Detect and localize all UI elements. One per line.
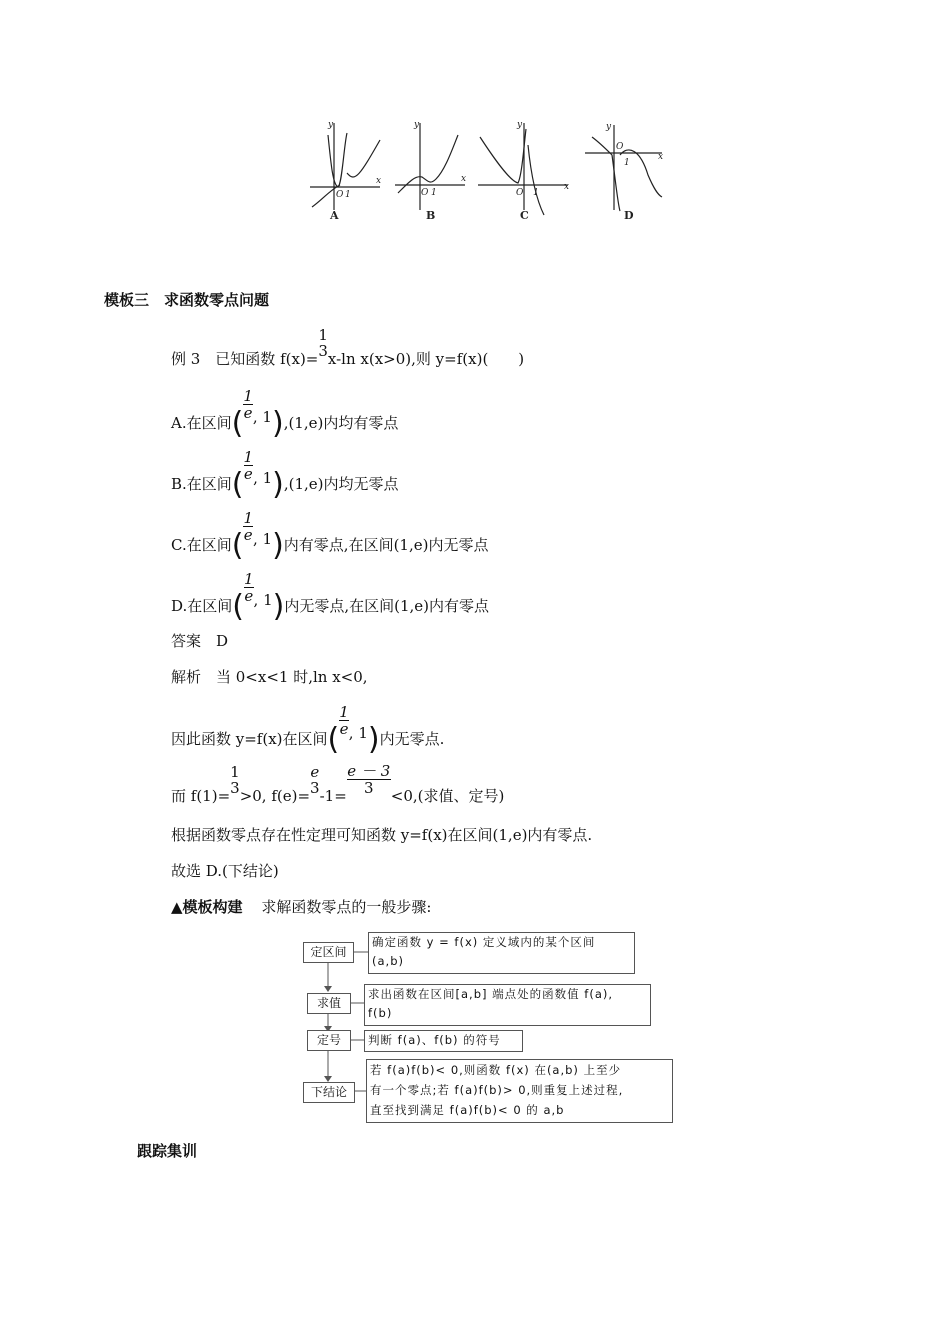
interval-fraction — [244, 571, 254, 604]
frac-num: 1 — [243, 509, 253, 527]
option-prefix: B.在区间 — [171, 475, 232, 493]
axis-y-label: y — [517, 120, 523, 130]
fraction-fe-minus-3 — [347, 763, 391, 796]
graph-label-c: C — [520, 209, 529, 222]
flow-desc-line: 确定函数 y = f(x) 定义域内的某个区间 — [372, 935, 596, 949]
analysis-part: <0,(求值、定号) — [390, 787, 505, 805]
analysis-part: >0, f(e)= — [239, 787, 311, 805]
analysis-line-1: 解析 当 0<x<1 时,ln x<0, — [171, 668, 368, 686]
frac-den: 3 — [364, 779, 374, 797]
example-prefix: 例 3 已知函数 f(x)= — [171, 350, 319, 368]
flowchart — [300, 928, 675, 1128]
flow-step-desc-2 — [364, 984, 651, 1026]
axis-y-label: y — [414, 120, 420, 130]
axis-y-label: y — [328, 120, 334, 130]
tick-label: 1 — [533, 188, 539, 198]
option-a: A.在区间( $\frac{1}{e}$ , 1),(1,e)内均有零点 — [171, 387, 399, 441]
option-suffix: ,(1,e)内均无零点 — [283, 475, 399, 493]
fraction-f1 — [230, 764, 240, 796]
option-suffix: 内有零点,在区间(1,e)内无零点 — [283, 536, 489, 554]
frac-den: 3 — [318, 342, 328, 360]
example-suffix: x-ln x(x>0),则 y=f(x)( ) — [327, 350, 525, 368]
axis-x-label: x — [461, 174, 467, 184]
flow-step-label-2: 求值 — [307, 993, 351, 1014]
fraction-one-third — [318, 327, 328, 359]
graph-label-b: B — [426, 209, 436, 222]
frac-den: 3 — [310, 779, 320, 797]
analysis-line-5: 故选 D.(下结论) — [171, 862, 279, 880]
interval-right: , 1 — [253, 469, 273, 487]
flow-desc-line: (a,b) — [372, 954, 404, 968]
interval-right: , 1 — [253, 591, 273, 609]
flow-desc-line: 求出函数在区间[a,b] 端点处的函数值 f(a), — [368, 987, 614, 1001]
frac-den: e — [243, 465, 253, 483]
interval-fraction — [244, 449, 254, 482]
frac-num: 1 — [230, 763, 240, 781]
tick-label: 1 — [624, 158, 630, 168]
template-build-label: ▲模板构建 — [171, 898, 243, 916]
option-prefix: C.在区间 — [171, 536, 232, 554]
frac-num: 1 — [339, 703, 349, 721]
interval-fraction — [243, 388, 253, 421]
flow-desc-line: 有一个零点;若 f(a)f(b)> 0,则重复上述过程, — [370, 1083, 624, 1097]
graph-c — [478, 123, 568, 215]
flow-step-label-4: 下结论 — [303, 1082, 355, 1103]
graph-d — [585, 125, 662, 211]
graph-b — [395, 123, 465, 210]
option-b: B.在区间( $\frac{1}{e}$ , 1),(1,e)内均无零点 — [171, 448, 399, 502]
origin-label: O — [336, 190, 344, 200]
template-build-text: 求解函数零点的一般步骤: — [261, 898, 432, 916]
frac-num: e — [310, 763, 320, 781]
graph-options — [300, 115, 680, 225]
flow-step-desc-4 — [366, 1059, 673, 1123]
answer: 答案 D — [171, 632, 229, 650]
interval-fraction — [339, 704, 349, 737]
option-prefix: D.在区间 — [171, 597, 233, 615]
graph-svg — [300, 115, 680, 225]
followup-title: 跟踪集训 — [137, 1142, 198, 1160]
interval-right: , 1 — [348, 724, 368, 742]
analysis-line-2: 因此函数 y=f(x)在区间( $\frac{1}{e}$ , 1)内无零点. — [171, 703, 445, 757]
interval-right: , 1 — [252, 530, 273, 548]
flow-step-label-3: 定号 — [307, 1030, 351, 1051]
analysis-part: 而 f(1)= — [171, 787, 231, 805]
option-prefix: A.在区间 — [171, 414, 232, 432]
frac-num: 1 — [243, 387, 253, 405]
axis-x-label: x — [376, 176, 382, 186]
origin-label: O — [516, 188, 524, 198]
analysis-part: -1= — [319, 787, 347, 805]
axis-x-label: x — [658, 152, 664, 162]
frac-den: e — [243, 526, 253, 544]
frac-num: 1 — [243, 448, 254, 466]
tick-label: 1 — [431, 188, 437, 198]
frac-num: 1 — [318, 326, 328, 344]
tick-label: 1 — [345, 190, 351, 200]
option-d: D.在区间( $\frac{1}{e}$ , 1)内无零点,在区间(1,e)内有零点 — [171, 570, 490, 624]
interval-right: , 1 — [252, 408, 272, 426]
option-c: C.在区间( $\frac{1}{e}$ , 1)内有零点,在区间(1,e)内无零点 — [171, 509, 489, 563]
axis-y-label: y — [606, 122, 612, 132]
flow-step-desc-1 — [368, 932, 635, 974]
analysis-line-3 — [171, 763, 504, 806]
flow-desc-line: 若 f(a)f(b)< 0,则函数 f(x) 在(a,b) 上至少 — [370, 1063, 622, 1077]
flow-desc-line: 判断 f(a)、f(b) 的符号 — [368, 1033, 501, 1047]
example-3 — [171, 327, 524, 369]
analysis-prefix: 因此函数 y=f(x)在区间 — [171, 730, 328, 748]
flow-step-label-1: 定区间 — [303, 942, 354, 963]
interval-fraction — [243, 510, 253, 543]
option-suffix: 内无零点,在区间(1,e)内有零点 — [284, 597, 490, 615]
template-build — [171, 897, 431, 917]
option-suffix: ,(1,e)内均有零点 — [283, 414, 399, 432]
analysis-line-4: 根据函数零点存在性定理可知函数 y=f(x)在区间(1,e)内有零点. — [171, 826, 593, 844]
origin-label: O — [421, 188, 429, 198]
frac-den: e — [244, 587, 254, 605]
frac-den: e — [243, 404, 253, 422]
frac-num: 1 — [243, 570, 254, 588]
graph-label-a: A — [330, 209, 339, 222]
frac-num: e － 3 — [347, 762, 391, 780]
analysis-suffix: 内无零点. — [379, 730, 445, 748]
flow-desc-line: f(b) — [368, 1006, 393, 1020]
fraction-fe — [310, 764, 320, 796]
origin-label: O — [616, 142, 624, 152]
frac-den: 3 — [230, 779, 240, 797]
section-title: 模板三 求函数零点问题 — [104, 291, 270, 309]
frac-den: e — [339, 720, 349, 738]
axis-x-label: x — [564, 182, 570, 192]
flow-desc-line: 直至找到满足 f(a)f(b)< 0 的 a,b — [370, 1103, 565, 1117]
flow-step-desc-3 — [364, 1030, 523, 1052]
graph-label-d: D — [624, 209, 634, 222]
